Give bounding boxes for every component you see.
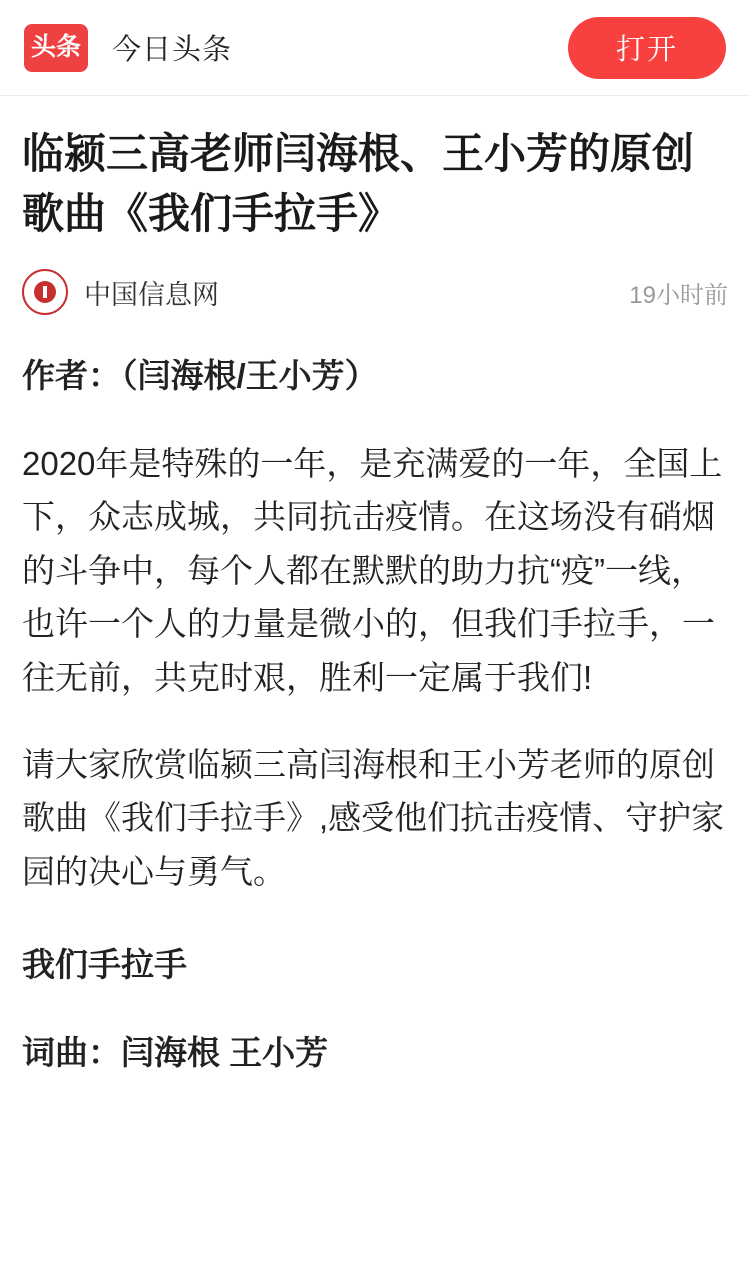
source-name[interactable]: 中国信息网 [84,279,219,310]
app-name-label: 今日头条 [112,34,233,66]
paragraph-song-title: 我们手拉手 [22,946,187,984]
page-title: 临颍三高老师闫海根、王小芳的原创歌曲《我们手拉手》 [22,130,695,237]
paragraph-invite: 请大家欣赏临颍三高闫海根和王小芳老师的原创歌曲《我们手拉手》,感受他们抗击疫情、守护家园的决心与勇气。 [22,745,725,890]
article-body [0,96,750,1079]
paragraph-intro: 2020年是特殊的一年，是充满爱的一年，全国上下，众志成城，共同抗击疫情。在这场没有硝烟的斗争中，每个人都在默默的助力抗“疫”一线，也许一个人的力量是微小的，但我们手拉手，一往无前，共克时艰，胜利一定属于我们! [22,444,723,696]
open-app-button[interactable]: 打开 [568,17,726,79]
toutiao-logo-icon: 头条 [24,24,88,72]
app-header [0,0,750,96]
paragraph-author: 作者：（闫海根/王小芳） [22,357,378,395]
china-info-net-avatar-icon [22,269,68,315]
byline [22,269,728,315]
timestamp: 19小时前 [629,281,728,309]
paragraph-songwriters: 词曲：闫海根 王小芳 [22,1033,329,1071]
